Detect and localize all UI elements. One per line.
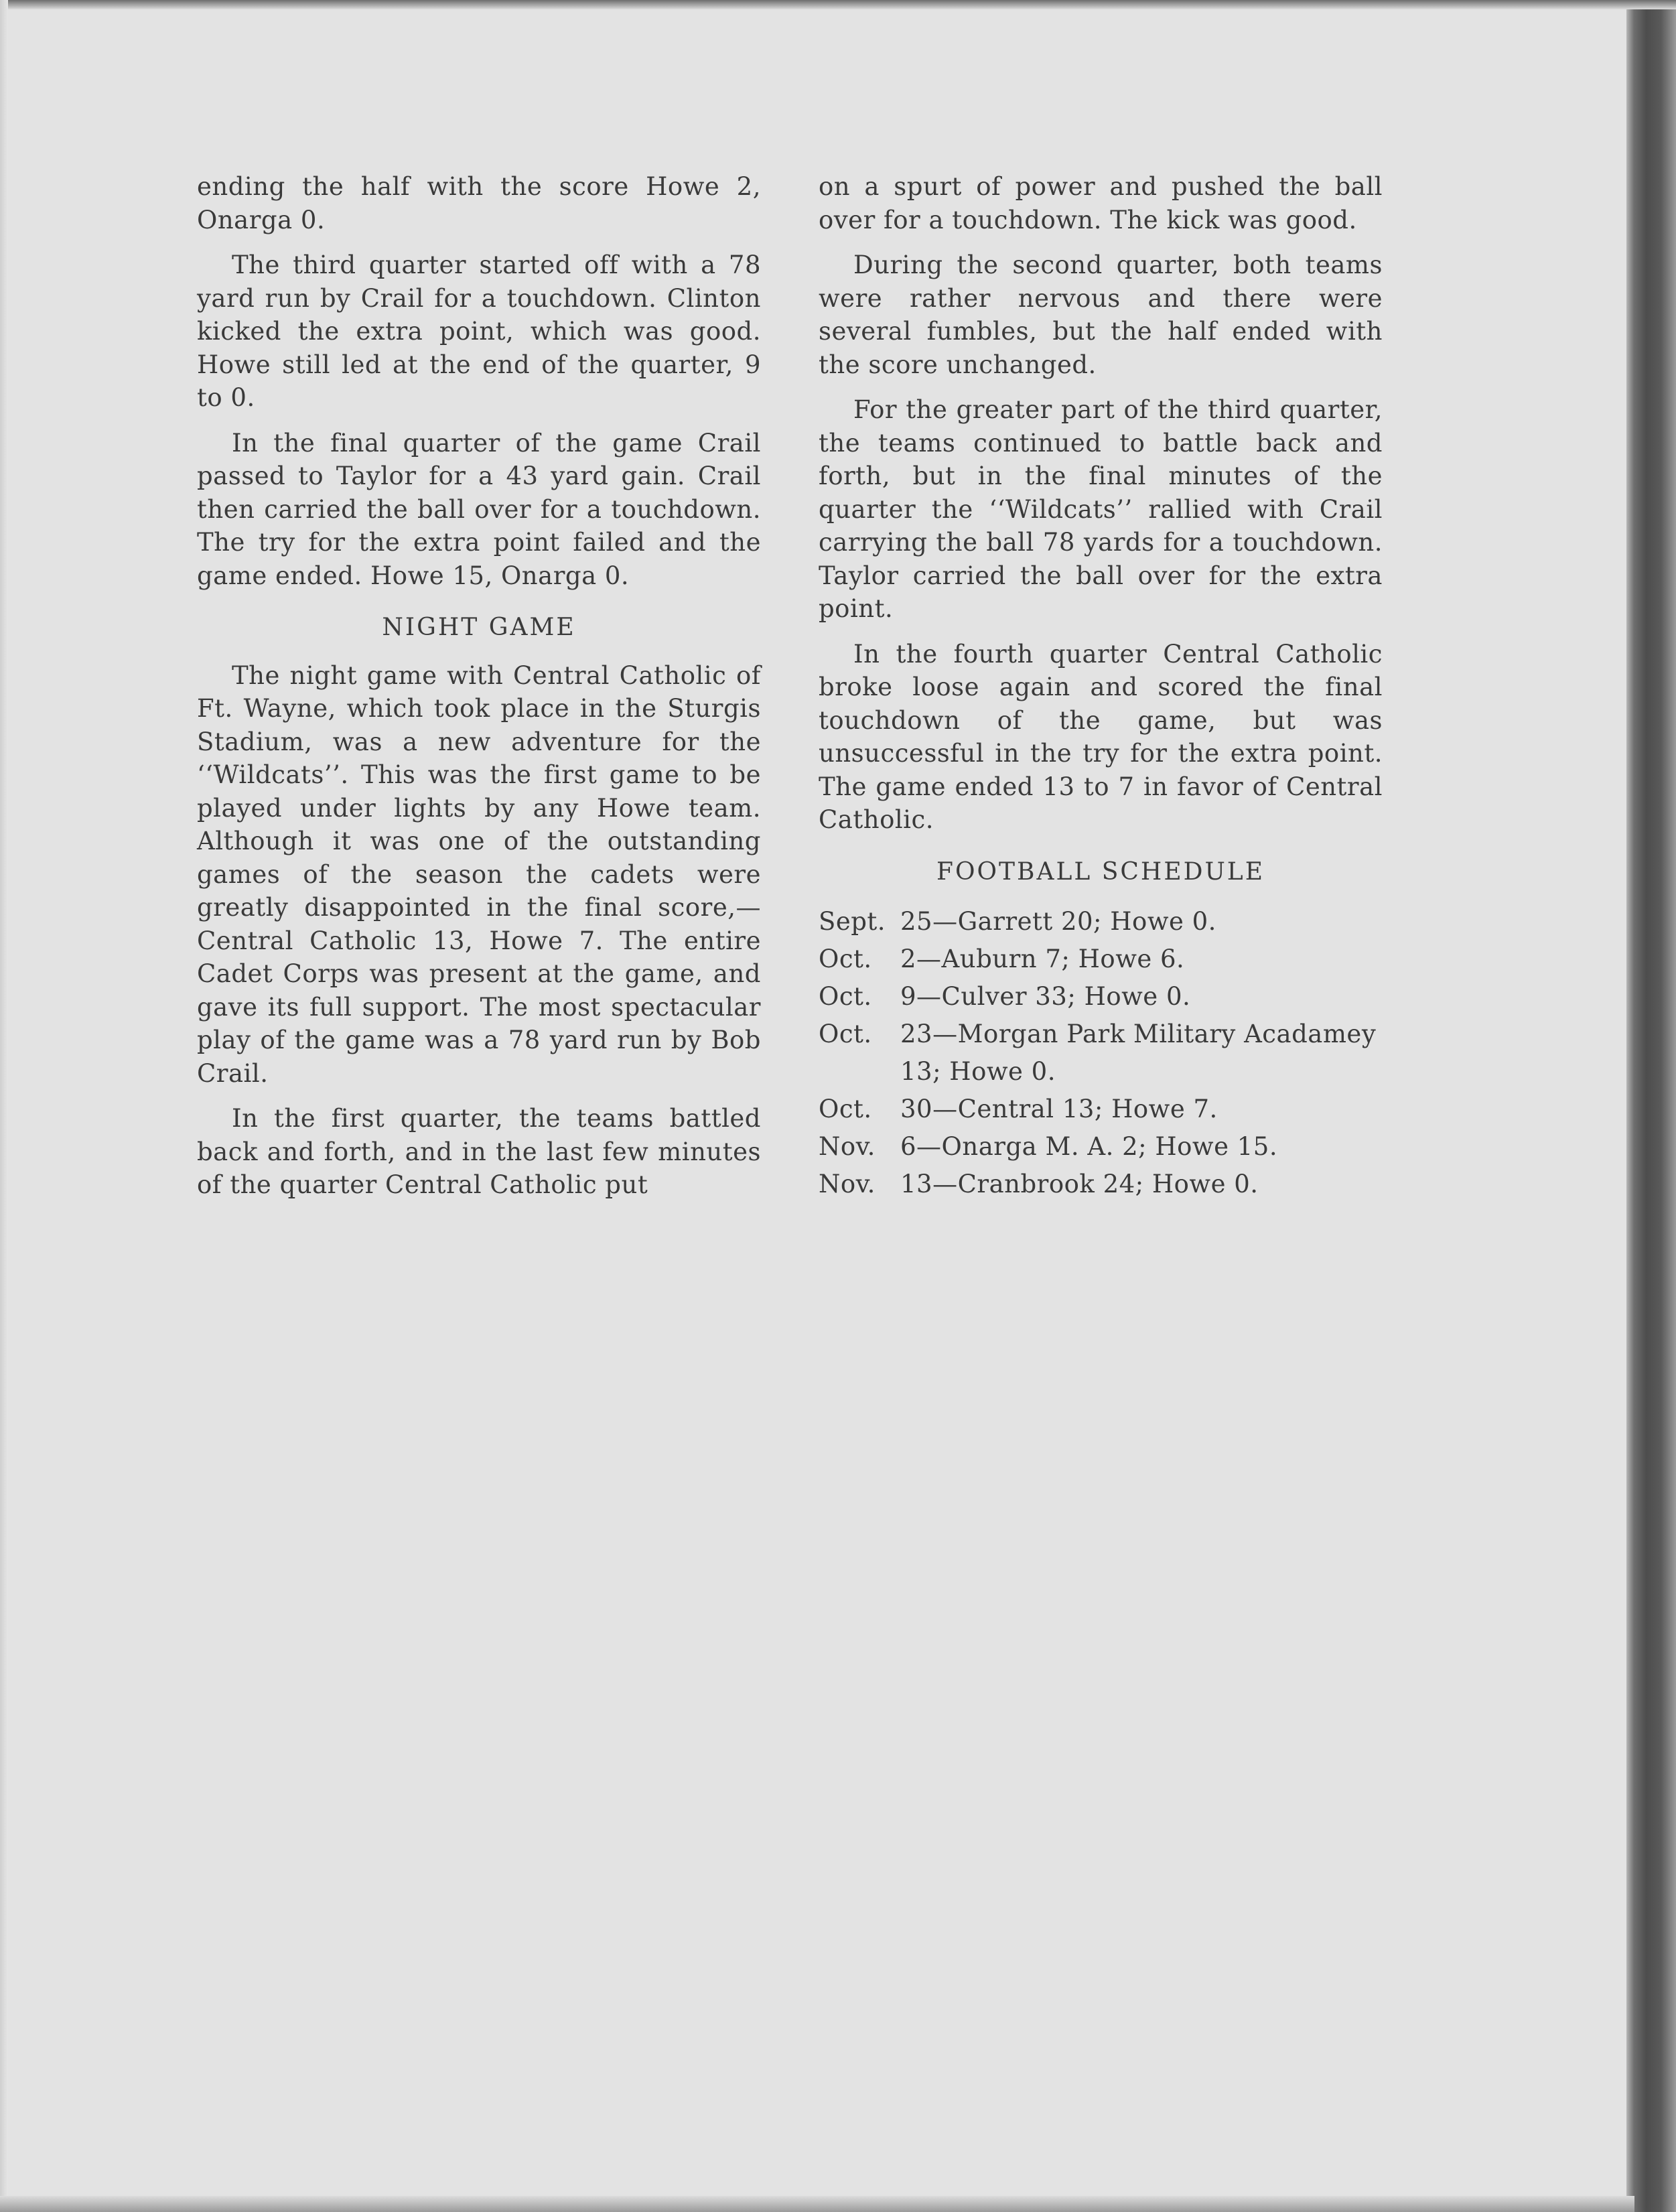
section-heading-night-game: NIGHT GAME <box>382 614 576 641</box>
section-heading-football-schedule: FOOTBALL SCHEDULE <box>936 857 1265 886</box>
right-column <box>819 170 1383 1203</box>
schedule-month: Oct. <box>819 982 872 1011</box>
paragraph: ending the half with the score Howe 2, Onarga 0. <box>197 172 761 234</box>
schedule-row <box>819 1091 1383 1128</box>
schedule-row <box>819 941 1383 978</box>
schedule-game: 25—Garrett 20; Howe 0. <box>900 907 1216 936</box>
left-column <box>197 170 761 1214</box>
paragraph: In the final quarter of the game Crail passed to Taylor for a 43 yard gain. Crail then carried the ball over for a touchdown. The try for the extra point failed and the game ended. Howe 15, Onarga 0. <box>197 428 761 590</box>
schedule-month: Oct. <box>819 945 872 973</box>
schedule-row <box>819 903 1383 941</box>
schedule-month: Sept. <box>819 907 886 936</box>
schedule-game: 9—Culver 33; Howe 0. <box>900 982 1191 1011</box>
scan-bottom-edge <box>0 2196 1634 2212</box>
paragraph: on a spurt of power and pushed the ball over for a touchdown. The kick was good. <box>819 172 1383 234</box>
paragraph: In the first quarter, the teams battled back and forth, and in the last few minutes of the quarter Central Catholic put <box>197 1104 761 1199</box>
schedule-row <box>819 1166 1383 1203</box>
schedule-month: Nov. <box>819 1132 876 1161</box>
paragraph: The third quarter started off with a 78 yard run by Crail for a touchdown. Clinton kicked the extra point, which was good. Howe still led at the end of the quarter, 9 to 0. <box>197 251 761 412</box>
football-schedule-list <box>819 903 1383 1203</box>
schedule-game: 6—Onarga M. A. 2; Howe 15. <box>900 1132 1278 1161</box>
schedule-row <box>819 1128 1383 1166</box>
schedule-game: 30—Central 13; Howe 7. <box>900 1095 1218 1123</box>
schedule-month: Nov. <box>819 1170 876 1198</box>
scan-left-edge <box>0 0 8 2212</box>
schedule-game: 23—Morgan Park Military Acadamey 13; Howe 0. <box>900 1020 1377 1086</box>
schedule-month: Oct. <box>819 1095 872 1123</box>
paragraph: The night game with Central Catholic of Ft. Wayne, which took place in the Sturgis Stadium, was a new adventure for the ‘‘Wildcats’’. This was the first game to be played under lights by any Howe team. Although it was one of the outstanding games of the season the cadets were greatly disappointed in the final score,—Central Catholic 13, Howe 7. The entire Cadet Corps was present at the game, and gave its full support. The most spectacular play of the game was a 78 yard run by Bob Crail. <box>197 661 761 1088</box>
paragraph: In the fourth quarter Central Catholic broke loose again and scored the final touchdown of the game, but was unsuccessful in the try for the extra point. The game ended 13 to 7 in favor of Central Catholic. <box>819 639 1383 834</box>
schedule-game: 13—Cranbrook 24; Howe 0. <box>900 1170 1259 1198</box>
scan-top-edge <box>0 0 1676 9</box>
scan-binding-shadow <box>1626 9 1676 2212</box>
paragraph: During the second quarter, both teams were rather nervous and there were several fumbles, but the half ended with the score unchanged. <box>819 251 1383 379</box>
schedule-month: Oct. <box>819 1020 872 1048</box>
paragraph: For the greater part of the third quarter, the teams continued to battle back and forth, but in the final minutes of the quarter the ‘‘Wildcats’’ rallied with Crail carrying the ball 78 yards for a touchdown. Taylor carried the ball over for the extra point. <box>819 395 1383 623</box>
schedule-row <box>819 1016 1383 1091</box>
schedule-game: 2—Auburn 7; Howe 6. <box>900 945 1185 973</box>
schedule-row <box>819 978 1383 1016</box>
